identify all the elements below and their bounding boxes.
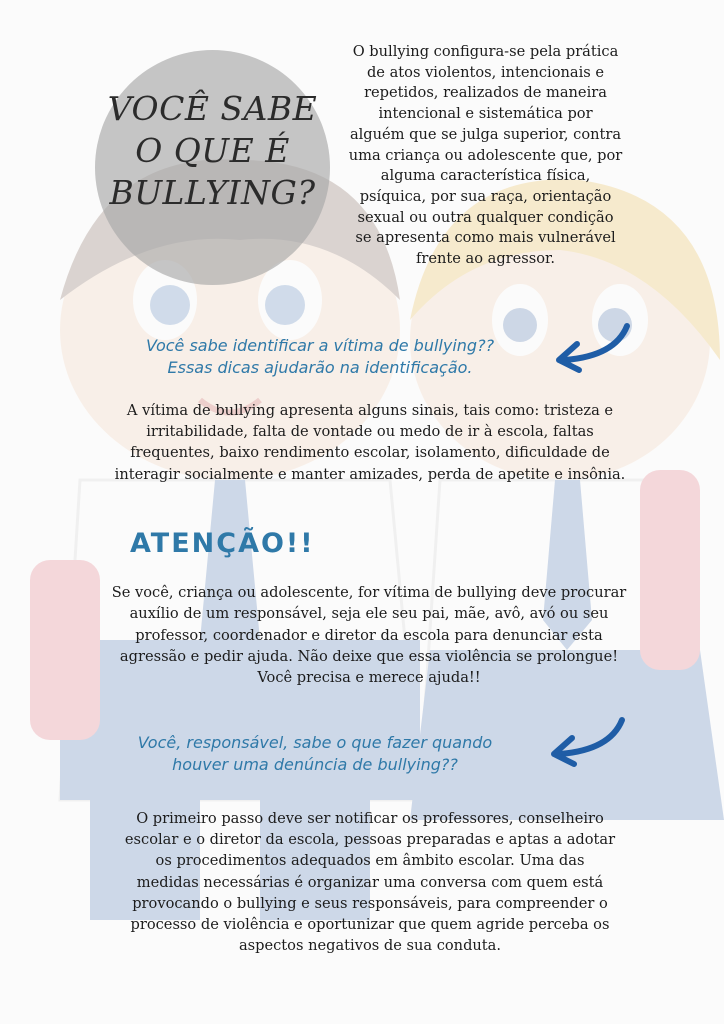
- question-guardian: [95, 732, 535, 776]
- attention-heading: ATENÇÃO!!: [130, 528, 315, 559]
- victim-signs-paragraph: [75, 400, 665, 485]
- question-line: Essas dicas ajudarão na identificação.: [167, 358, 473, 377]
- text-line: psíquica, por sua raça, orientação: [359, 187, 612, 205]
- attention-paragraph: [60, 582, 678, 688]
- text-line: interagir socialmente e manter amizades, perda de apetite e insônia.: [114, 465, 626, 483]
- question-line: Você sabe identificar a vítima de bullying??: [145, 336, 495, 355]
- page-title: [100, 88, 325, 214]
- text-line: agressão e pedir ajuda. Não deixe que essa violência se prolongue!: [119, 647, 619, 665]
- arrow-left-icon: [540, 712, 630, 772]
- title-line: VOCÊ SABE: [107, 89, 318, 128]
- text-line: medidas necessárias é organizar uma conversa com quem está: [136, 873, 604, 891]
- text-line: alguma característica física,: [380, 167, 591, 185]
- text-line: frequentes, baixo rendimento escolar, isolamento, dificuldade de: [130, 444, 610, 462]
- arrow-left-icon: [545, 318, 635, 378]
- text-line: O bullying configura-se pela prática: [352, 43, 619, 60]
- text-line: Você precisa e merece ajuda!!: [257, 669, 481, 687]
- text-line: auxílio de um responsável, seja ele seu pai, mãe, avô, avó ou seu: [129, 605, 609, 623]
- text-line: intencional e sistemática por: [378, 105, 593, 123]
- text-line: frente ao agressor.: [415, 250, 556, 268]
- text-line: sexual ou outra qualquer condição: [357, 208, 614, 226]
- text-line: repetidos, realizados de maneira: [364, 84, 607, 102]
- title-line: BULLYING?: [109, 173, 316, 212]
- text-line: se apresenta como mais vulnerável: [355, 229, 616, 247]
- text-line: A vítima de bullying apresenta alguns sinais, tais como: tristeza e: [126, 402, 614, 419]
- text-line: processo de violência e oportunizar que quem agride perceba os: [130, 916, 610, 934]
- title-line: O QUE É: [135, 131, 290, 170]
- text-line: professor, coordenador e diretor da escola para denunciar esta: [135, 626, 603, 644]
- question-identify-victim: [100, 335, 540, 379]
- first-step-paragraph: [80, 808, 660, 956]
- text-line: escolar e o diretor da escola, pessoas preparadas e aptas a adotar: [124, 831, 616, 849]
- question-line: Você, responsável, sabe o que fazer quando: [137, 733, 493, 752]
- text-line: os procedimentos adequados em âmbito escolar. Uma das: [155, 852, 585, 870]
- text-line: Se você, criança ou adolescente, for vítima de bullying deve procurar: [111, 584, 627, 601]
- text-line: de atos violentos, intencionais e: [366, 63, 605, 81]
- text-line: alguém que se julga superior, contra: [349, 125, 622, 143]
- question-line: houver uma denúncia de bullying??: [172, 755, 458, 774]
- intro-paragraph: [318, 42, 653, 270]
- text-line: aspectos negativos de sua conduta.: [238, 937, 502, 955]
- text-line: O primeiro passo deve ser notificar os professores, conselheiro: [136, 810, 604, 827]
- text-line: irritabilidade, falta de vontade ou medo de ir à escola, faltas: [146, 423, 594, 441]
- text-line: uma criança ou adolescente que, por: [348, 146, 623, 164]
- text-line: provocando o bullying e seus responsáveis, para compreender o: [132, 894, 608, 912]
